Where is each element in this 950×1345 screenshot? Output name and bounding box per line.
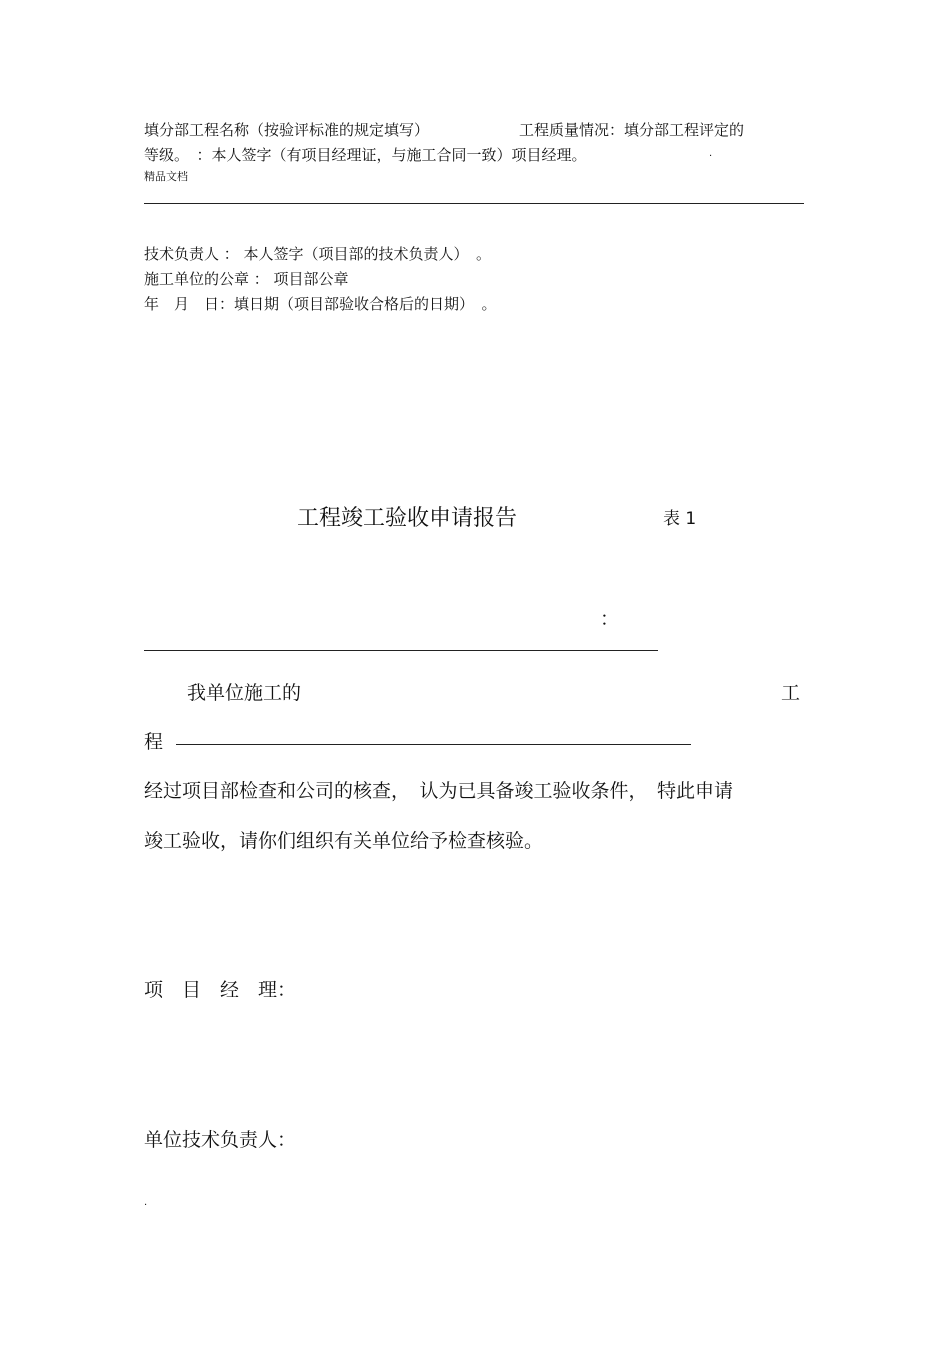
note-project-name: 填分部工程名称（按验评标准的规定填写）: [144, 121, 430, 139]
project-name-underline: [176, 744, 691, 745]
body-line1: 我单位施工的: [187, 682, 302, 704]
tech-lead-label: 单位技术负责人：: [144, 1129, 297, 1151]
body-line3: 经过项目部检查和公司的核查， 认为已具备竣工验收条件， 特此申请: [144, 780, 734, 802]
footer-dot: .: [144, 1197, 148, 1208]
watermark-text: 精品文档: [144, 170, 188, 183]
addressee-underline: [144, 650, 658, 651]
body-line2: 程: [144, 731, 164, 753]
project-manager-label: 项 目 经 理：: [144, 979, 297, 1001]
header-divider: [144, 203, 804, 204]
note-quality: 工程质量情况：填分部工程评定的: [519, 121, 745, 139]
body-line1-end: 工: [781, 682, 801, 704]
body-line4: 竣工验收，请你们组织有关单位给予检查核验。: [144, 830, 544, 852]
note-grade: 等级。 ：本人签字（有项目经理证，与施工合同一致）项目经理。: [144, 146, 587, 164]
header-dot: .: [709, 148, 713, 159]
addressee-colon: ：: [600, 608, 620, 630]
note-seal: 施工单位的公章 ： 项目部公章: [144, 270, 349, 288]
note-date: 年 月 日：填日期（项目部验收合格后的日期） 。: [144, 295, 497, 313]
table-number: 表 1: [663, 509, 697, 529]
form-title: 工程竣工验收申请报告: [297, 506, 518, 531]
note-tech-lead: 技术负责人 ： 本人签字（项目部的技术负责人） 。: [144, 245, 492, 263]
